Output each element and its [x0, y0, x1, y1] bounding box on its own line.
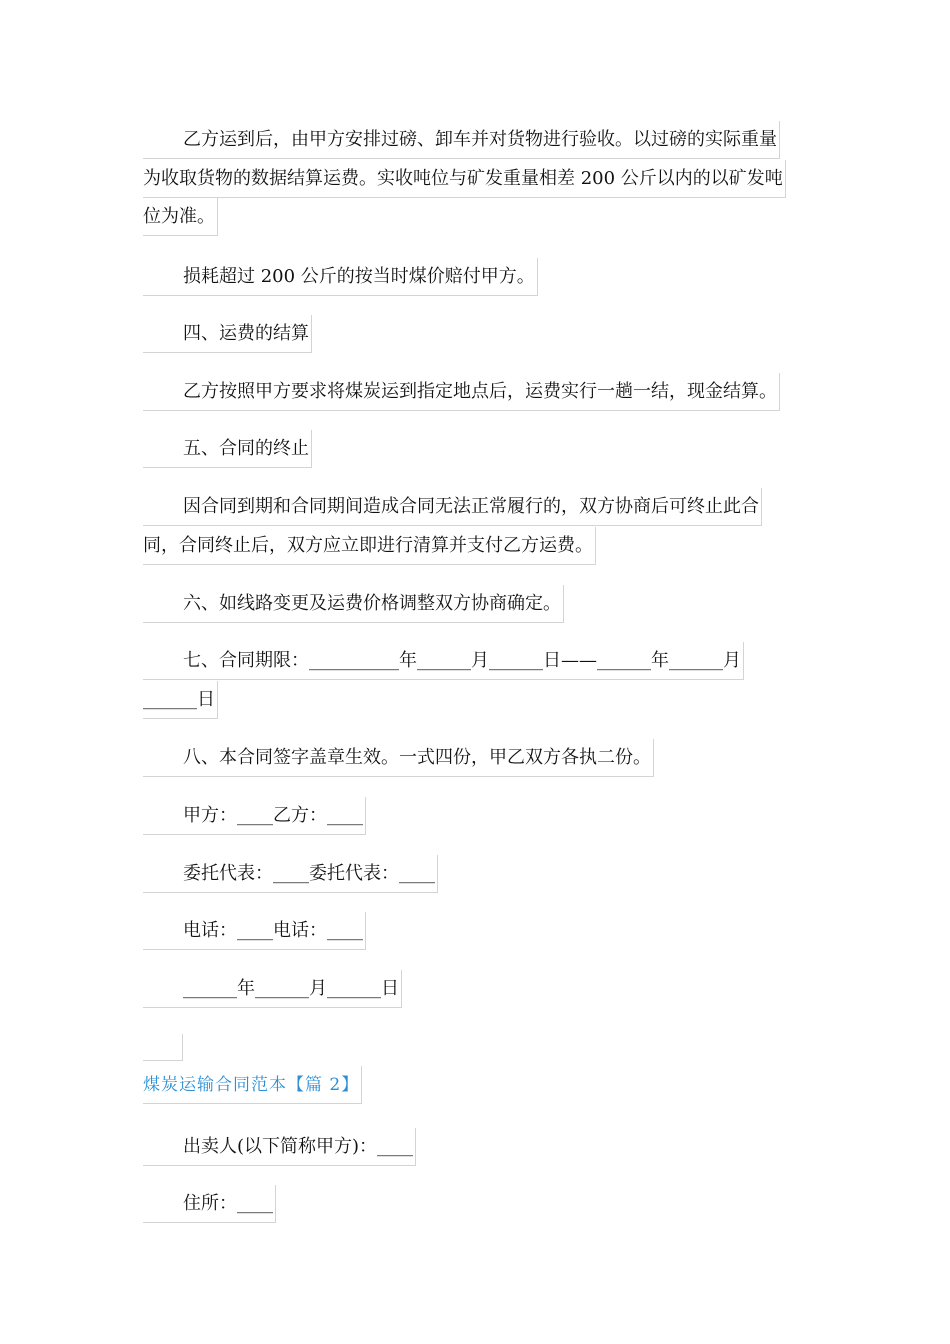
text-line: 六、如线路变更及运费价格调整双方协商确定。	[143, 585, 564, 623]
paragraph-loss	[143, 258, 538, 297]
text-line: 煤炭运输合同范本【篇 2】	[143, 1066, 362, 1104]
text-line: 五、合同的终止	[143, 430, 312, 468]
clause-contract-term	[143, 642, 744, 719]
section-title	[143, 1066, 362, 1105]
text-line: 同，合同终止后，双方应立即进行清算并支付乙方运费。	[143, 527, 596, 565]
clause-route-change	[143, 585, 564, 624]
text-line: 为收取货物的数据结算运费。实收吨位与矿发重量相差 200 公斤以内的以矿发吨	[143, 160, 786, 198]
empty-text-box	[143, 1034, 183, 1061]
text-line: 位为准。	[143, 198, 218, 236]
text-line: 乙方运到后，由甲方安排过磅、卸车并对货物进行验收。以过磅的实际重量	[143, 121, 780, 159]
text-line: 损耗超过 200 公斤的按当时煤价赔付甲方。	[143, 258, 538, 296]
paragraph-acceptance	[143, 121, 786, 237]
text-line: 七、合同期限：__________年______月______日——______年______月	[143, 642, 744, 680]
paragraph-settlement	[143, 373, 780, 412]
text-line: 委托代表：____委托代表：____	[143, 855, 438, 893]
signature-parties	[143, 797, 366, 836]
heading-freight-settlement	[143, 315, 312, 354]
signature-representatives	[143, 855, 438, 894]
signature-phones	[143, 912, 366, 951]
paragraph-termination	[143, 488, 762, 565]
text-line: 电话：____电话：____	[143, 912, 366, 950]
text-line: ______日	[143, 681, 218, 719]
seller-line	[143, 1128, 416, 1167]
text-line: 住所：____	[143, 1185, 276, 1223]
text-line: 甲方：____乙方：____	[143, 797, 366, 835]
text-line: 出卖人(以下简称甲方)：____	[143, 1128, 416, 1166]
text-line: ______年______月______日	[143, 970, 402, 1008]
text-line: 因合同到期和合同期间造成合同无法正常履行的，双方协商后可终止此合	[143, 488, 762, 526]
text-line: 八、本合同签字盖章生效。一式四份，甲乙双方各执二份。	[143, 739, 654, 777]
text-line: 四、运费的结算	[143, 315, 312, 353]
address-line	[143, 1185, 276, 1224]
signature-date	[143, 970, 402, 1009]
heading-termination	[143, 430, 312, 469]
clause-effectiveness	[143, 739, 654, 778]
text-line: 乙方按照甲方要求将煤炭运到指定地点后，运费实行一趟一结，现金结算。	[143, 373, 780, 411]
